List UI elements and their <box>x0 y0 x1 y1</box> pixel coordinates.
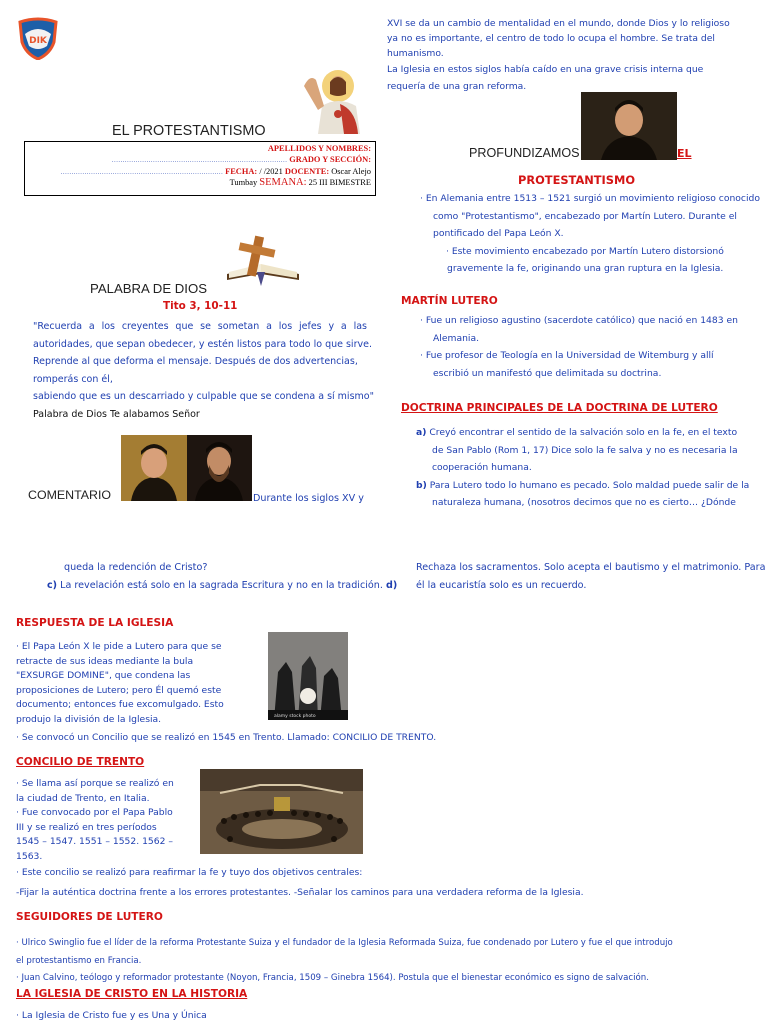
p-line: retracte de sus ideas mediante la bula <box>16 655 194 667</box>
quote-line: autoridades, que sepan obedecer, y estén listos para todo lo que sirve. <box>33 338 372 350</box>
iglesia-heading: LA IGLESIA DE CRISTO EN LA HISTORIA <box>16 988 248 1000</box>
item-c-text: La revelación está solo en la sagrada Escritura y no en la tradición. <box>60 580 383 591</box>
bull-burning-image <box>268 632 348 720</box>
p-line: · Fue profesor de Teología en la Universidad de Witemburg y allí <box>420 350 714 362</box>
respuesta-heading: RESPUESTA DE LA IGLESIA <box>16 617 174 629</box>
fecha-label: FECHA: <box>225 166 258 176</box>
intro-line: humanismo. <box>387 48 444 60</box>
concilio-paragraph <box>16 777 196 865</box>
p-line: escribió un manifestó que delimitada su doctrina. <box>433 367 662 379</box>
bible-cross-image <box>221 232 305 288</box>
intro-line: La Iglesia en estos siglos había caído en una grave crisis interna que <box>387 63 704 75</box>
docente-label: DOCENTE: <box>284 166 330 176</box>
p-line: "EXSURGE DOMINE", que condena las <box>16 670 191 682</box>
semana-label: SEMANA: <box>259 177 307 189</box>
item-a-label: a) <box>416 427 427 438</box>
p-line: Alemania. <box>433 332 479 344</box>
quote-line: "Recuerda a los creyentes que se sometan a los jefes y a las <box>33 321 367 332</box>
image-watermark: alamy stock photo <box>274 714 316 719</box>
luther-portrait-left <box>121 435 187 501</box>
school-logo <box>17 16 59 60</box>
p-line: · Juan Calvino, teólogo y reformador protestante (Noyon, Francia, 1509 – Ginebra 1564). Postula que el bienestar económico es signo de salvación. <box>16 973 649 984</box>
profundizamos-label: PROFUNDIZAMOS <box>469 146 580 160</box>
form-row-grado <box>29 155 371 167</box>
p-line: · Ulrico Swinglio fue el líder de la reforma Protestante Suiza y el fundador de la Iglesia Reformada Suiza, fue condenado por Lutero y fue el que introdujo <box>16 938 673 948</box>
logo-text: DIK <box>29 36 47 46</box>
apellidos-label: APELLIDOS Y NOMBRES: <box>267 144 371 153</box>
form-row-semana <box>29 178 371 189</box>
seguidores-paragraph <box>16 935 761 988</box>
p-line: el protestantismo en Francia. <box>16 955 142 966</box>
council-of-trent-image <box>200 769 363 854</box>
form-row-fecha <box>29 167 371 179</box>
fijar-line: -Fijar la auténtica doctrina frente a los errores protestantes. -Señalar los caminos para una verdadera reforma de la Iglesia. <box>16 887 584 898</box>
p-line: · Este movimiento encabezado por Martín Lutero distorsionó <box>446 245 724 257</box>
dots-line: ………………………………………………………………… <box>60 168 224 176</box>
docente-value: Oscar Alejo <box>329 166 371 176</box>
objetivos-line: · Este concilio se realizó para reafirmar la fe y tuyo dos objetivos centrales: <box>16 867 363 878</box>
p-line: produjo la división de la Iglesia. <box>16 713 162 725</box>
p-line: la ciudad de Trento, en Italia. <box>16 792 150 804</box>
dots-line: ……………………………………………………………………… <box>111 156 288 164</box>
item-b-label: b) <box>416 479 427 491</box>
p-line: Rechaza los sacramentos. Solo acepta el bautismo y el matrimonio. Para <box>416 562 766 573</box>
seguidores-heading: SEGUIDORES DE LUTERO <box>16 911 163 923</box>
intro-line: ya no es importante, el centro de todo lo ocupa el hombre. Se trata del <box>387 33 715 45</box>
grado-label: GRADO Y SECCIÓN: <box>289 154 371 164</box>
palabra-cierre: Palabra de Dios Te alabamos Señor <box>33 408 200 420</box>
doctrina-list <box>416 424 762 512</box>
calvin-portrait-right <box>187 435 252 501</box>
profundizamos-paragraph <box>420 190 758 278</box>
concilio-convocado-line: · Se convocó un Concilio que se realizó en 1545 en Trento. Llamado: CONCILIO DE TRENTO. <box>16 732 437 743</box>
student-form <box>24 141 376 196</box>
p-line: proposiciones de Lutero; pero Él quemó este <box>16 684 222 696</box>
comentario-text: Durante los siglos XV y <box>253 493 364 504</box>
p-line: · El Papa León X le pide a Lutero para que se <box>16 641 222 652</box>
profundizamos-el: EL <box>677 147 692 160</box>
respuesta-paragraph <box>16 640 266 728</box>
p-line: III y se realizó en tres períodos <box>16 821 157 833</box>
p-line: · En Alemania entre 1513 – 1521 surgió un movimiento religioso conocido <box>420 193 760 204</box>
luther-portrait-profundizamos <box>581 92 677 160</box>
item-b-line: Para Lutero todo lo humano es pecado. Solo maldad puede salir de la <box>429 479 750 491</box>
quote-line: romperás con él, <box>33 373 113 385</box>
form-row-apellidos <box>29 144 371 155</box>
docente-surname: Tumbay <box>229 178 260 188</box>
item-c-label: c) <box>47 580 58 591</box>
item-a-line: Creyó encontrar el sentido de la salvación solo en la fe, en el texto <box>429 427 738 438</box>
redencion-line: queda la redención de Cristo? <box>64 562 208 573</box>
p-line: pontificado del Papa León X. <box>433 228 564 240</box>
p-line: gravemente la fe, originando una gran ruptura en la Iglesia. <box>447 263 724 275</box>
martin-lutero-heading: MARTÍN LUTERO <box>401 295 498 307</box>
item-a-line: cooperación humana. <box>432 462 532 474</box>
semana-value: 25 III BIMESTRE <box>306 178 371 188</box>
item-a-line: de San Pablo (Rom 1, 17) Dice solo la fe salva y no es necesaria la <box>432 444 738 456</box>
quote-line: Reprende al que deforma el mensaje. Después de dos advertencias, <box>33 356 358 368</box>
p-line: · Fue un religioso agustino (sacerdote católico) que nació en 1483 en <box>420 315 738 326</box>
doctrina-heading: DOCTRINA PRINCIPALES DE LA DOCTRINA DE LUTERO <box>401 402 718 414</box>
protestantismo-heading: PROTESTANTISMO <box>518 173 636 187</box>
intro-line: requería de una gran reforma. <box>387 80 527 92</box>
intro-paragraph <box>387 16 765 94</box>
palabra-title: PALABRA DE DIOS <box>90 281 208 296</box>
intro-line: XVI se da un cambio de mentalidad en el mundo, donde Dios y lo religioso <box>387 18 730 29</box>
comentario-label: COMENTARIO <box>28 488 112 502</box>
page-title: EL PROTESTANTISMO <box>112 123 266 139</box>
p-line: 1563. <box>16 850 43 862</box>
palabra-cita: Tito 3, 10-11 <box>163 300 238 312</box>
p-line: · Fue convocado por el Papa Pablo <box>16 807 173 819</box>
item-c <box>47 577 397 594</box>
item-d-label: d) <box>385 580 398 591</box>
sacramentos-paragraph <box>416 559 766 595</box>
jesus-image <box>300 66 368 134</box>
quote-line: sabiendo que es un descarriado y culpable que se condena a sí mismo" <box>33 391 374 403</box>
concilio-heading: CONCILIO DE TRENTO <box>16 756 145 768</box>
iglesia-line: · La Iglesia de Cristo fue y es Una y Única <box>16 1010 207 1021</box>
p-line: como "Protestantismo", encabezado por Martín Lutero. Durante el <box>433 210 737 222</box>
p-line: documento; entonces fue excomulgado. Esto <box>16 699 224 711</box>
palabra-quote <box>33 318 374 424</box>
martin-paragraph <box>420 312 760 382</box>
p-line: 1545 – 1547. 1551 – 1552. 1562 – <box>16 836 173 848</box>
p-line: · Se llama así porque se realizó en <box>16 778 174 789</box>
p-line: él la eucaristía solo es un recuerdo. <box>416 580 587 591</box>
item-b-line: naturaleza humana, (nosotros decimos que no es cierto… ¿Dónde <box>432 497 736 509</box>
fecha-value: / /2021 <box>257 166 283 176</box>
